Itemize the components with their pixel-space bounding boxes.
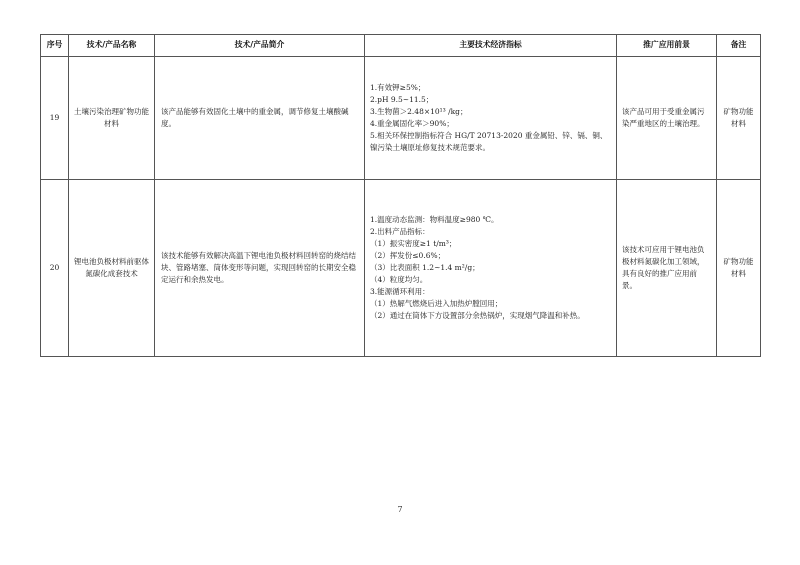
table-row	[41, 57, 761, 180]
indicator-line: （2）挥发份≤0.6%；	[370, 251, 446, 260]
row-product-name: 锂电池负极材料前驱体氮碳化成套技术	[69, 180, 155, 357]
row-application-prospects: 该产品可用于受重金属污染严重地区的土壤治理。	[617, 57, 717, 180]
row-serial-number: 20	[41, 180, 69, 357]
indicator-line: 3.能源循环利用：	[370, 287, 430, 296]
indicator-line: 3.生物菌＞2.48×10¹³ /kg；	[370, 107, 468, 116]
indicator-line: （2）通过在筒体下方设置部分余热锅炉，实现烟气降温和补热。	[370, 311, 585, 320]
indicator-line: 1.有效钾≥5%；	[370, 83, 426, 92]
indicator-line: （1）热解气燃烧后进入加热炉膛回用；	[370, 299, 503, 308]
header-product-name: 技术/产品名称	[69, 35, 155, 57]
row-product-intro: 该产品能够有效固化土壤中的重金属，调节修复土壤酸碱度。	[155, 57, 365, 180]
row-remarks: 矿物功能材料	[717, 57, 761, 180]
header-serial-number: 序号	[41, 35, 69, 57]
indicator-line: （1）振实密度≥1 t/m³；	[370, 239, 457, 248]
table-row	[41, 180, 761, 357]
technology-table	[40, 34, 761, 357]
header-application-prospects: 推广应用前景	[617, 35, 717, 57]
indicator-line: 2.出料产品指标：	[370, 227, 430, 236]
indicator-line: 1.温度动态监测：物料温度≥980 ℃。	[370, 215, 499, 224]
indicator-line: 5.相关环保控制指标符合 HG/T 20713-2020 重金属铅、锌、镉、铜、镍污染土壤原址修复技术规范要求。	[370, 131, 608, 152]
row-remarks: 矿物功能材料	[717, 180, 761, 357]
indicator-line: （4）粒度均匀。	[370, 275, 428, 284]
indicator-line: 2.pH 9.5~11.5；	[370, 95, 434, 104]
indicator-line: 4.重金属固化率＞90%；	[370, 119, 454, 128]
row-technical-indicators	[365, 180, 617, 357]
table-header-row	[41, 35, 761, 57]
row-application-prospects: 该技术可应用于锂电池负极材料氮碳化加工领域，具有良好的推广应用前景。	[617, 180, 717, 357]
page-number: 7	[397, 505, 403, 514]
row-product-name: 土壤污染治理矿物功能材料	[69, 57, 155, 180]
header-technical-indicators: 主要技术经济指标	[365, 35, 617, 57]
indicator-line: （3）比表面积 1.2~1.4 m²/g；	[370, 263, 480, 272]
row-product-intro: 该技术能够有效解决高温下锂电池负极材料回转窑的烧结结块、管路堵塞、筒体变形等问题，实现回转窑的长期安全稳定运行和余热发电。	[155, 180, 365, 357]
row-technical-indicators	[365, 57, 617, 180]
row-serial-number: 19	[41, 57, 69, 180]
header-product-intro: 技术/产品简介	[155, 35, 365, 57]
header-remarks: 备注	[717, 35, 761, 57]
